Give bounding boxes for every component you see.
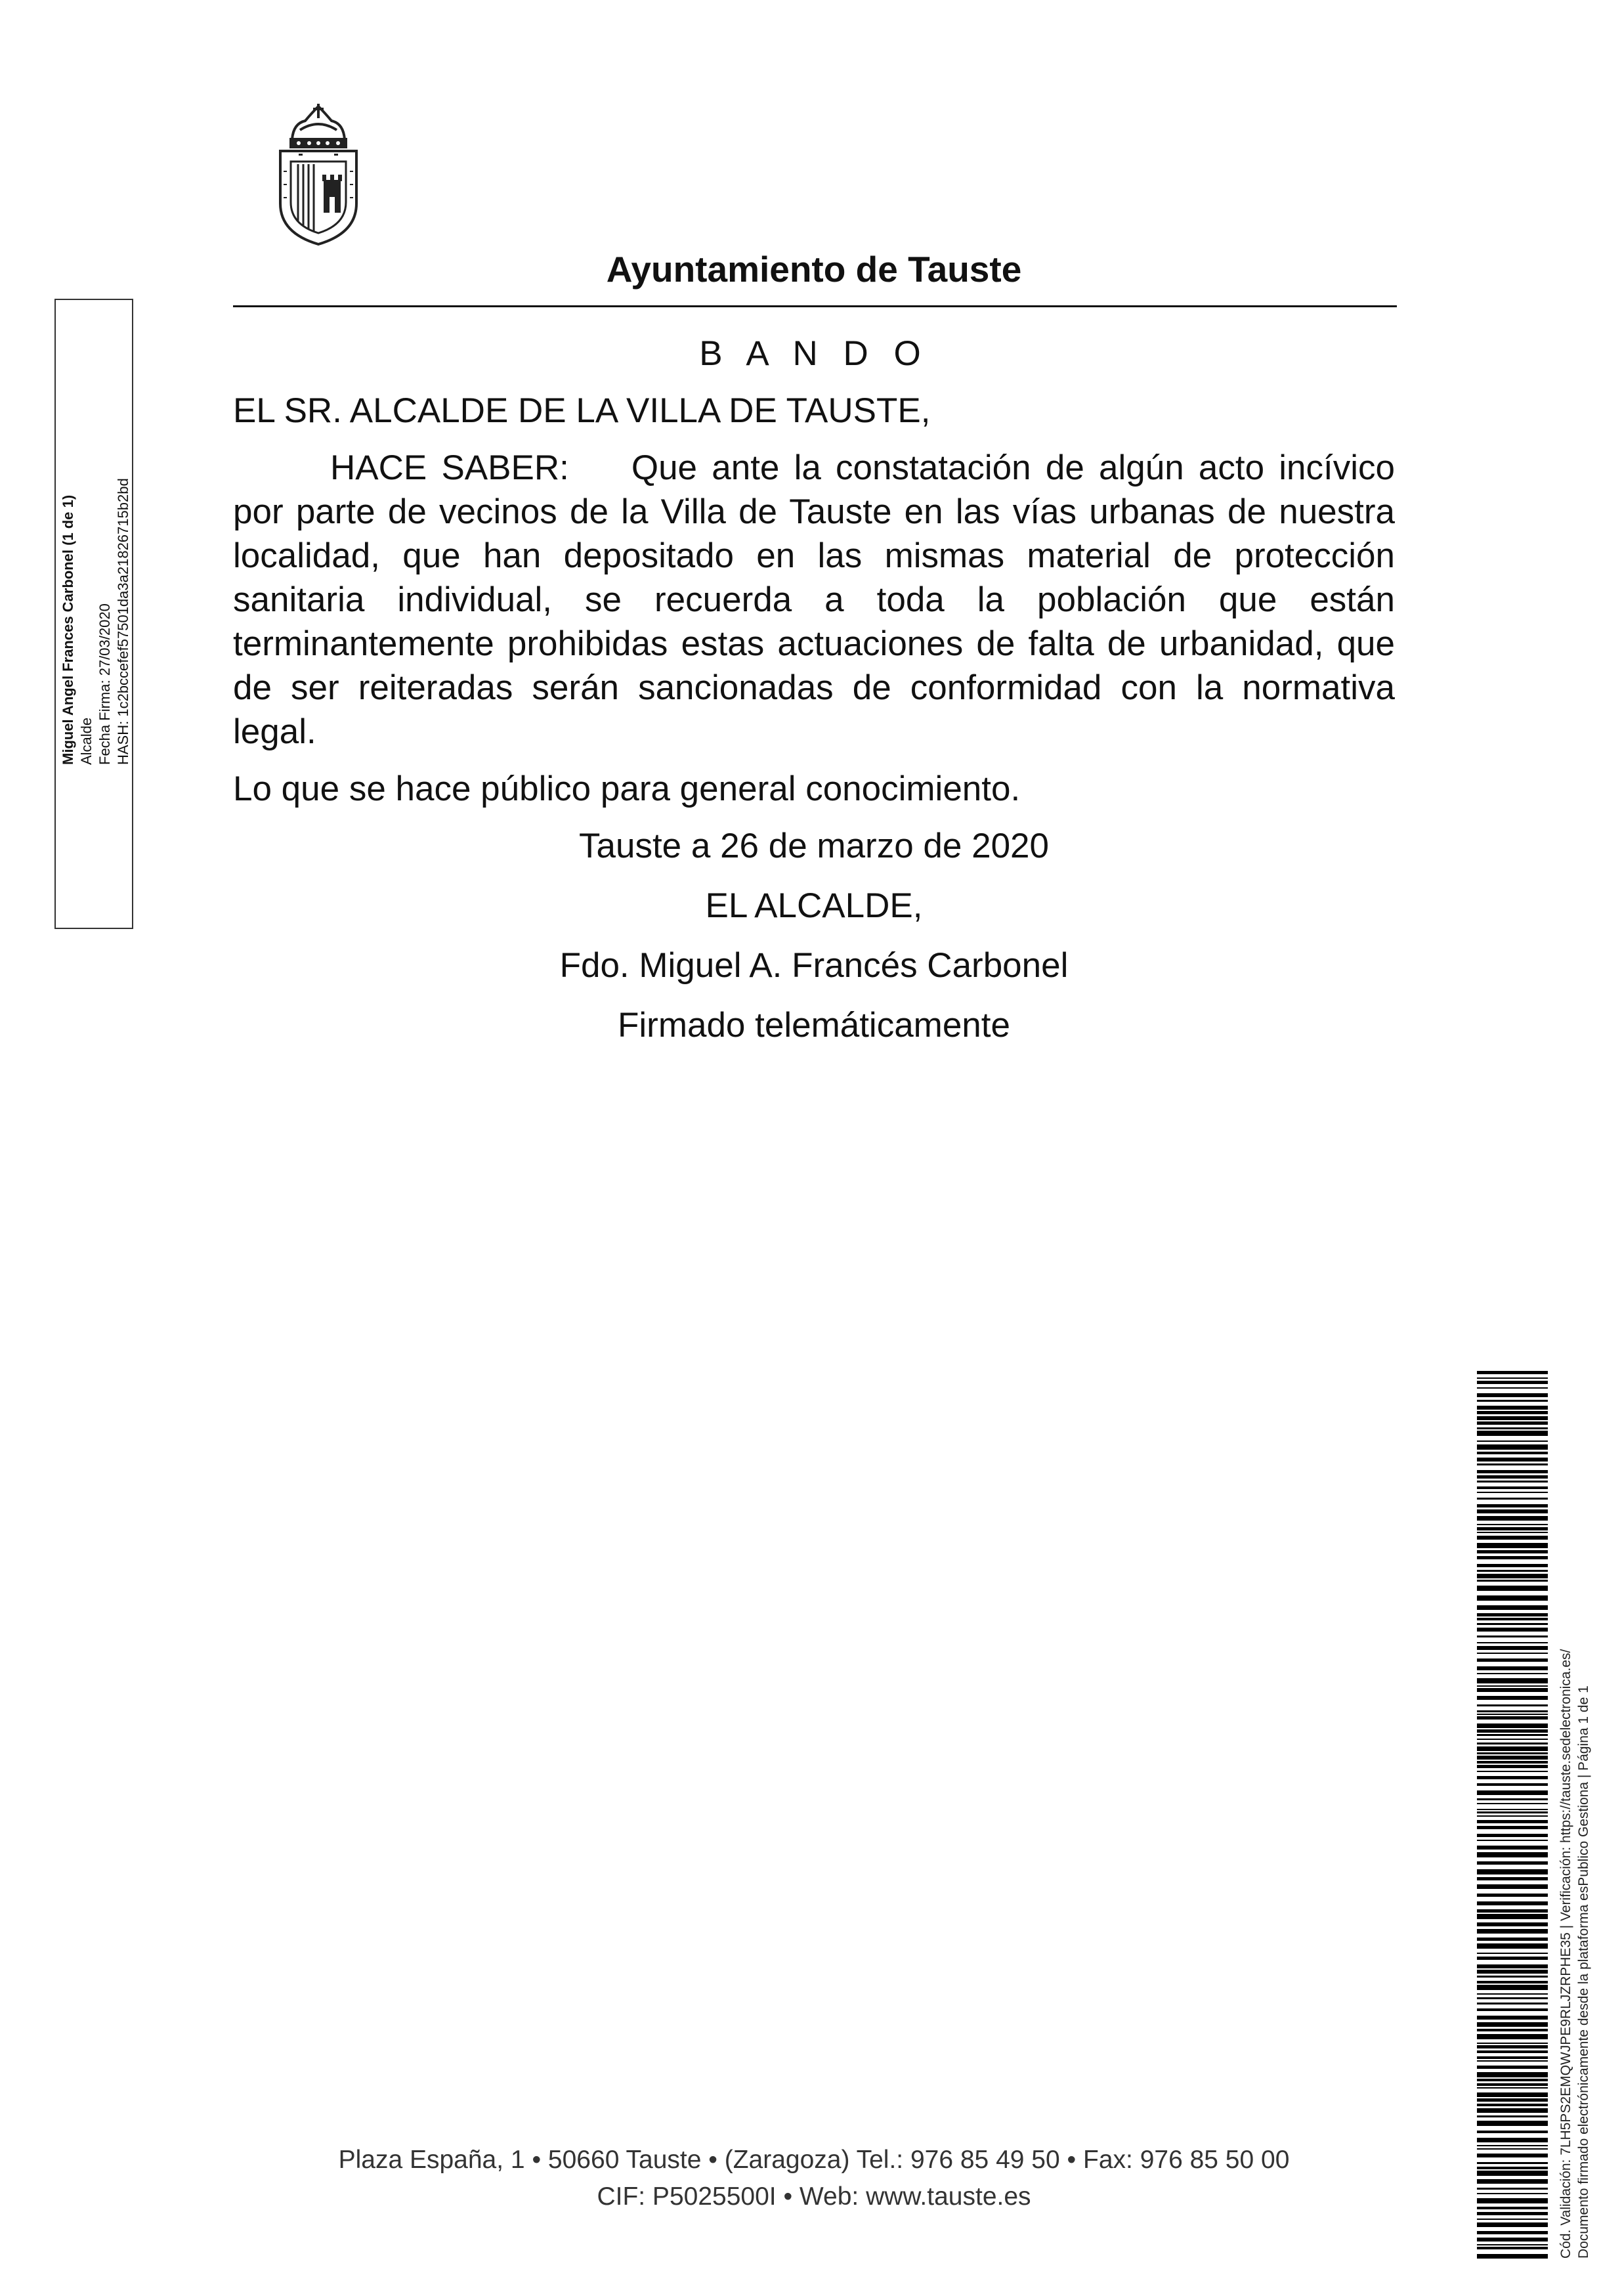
footer-address: Plaza España, 1 • 50660 Tauste • (Zaragoza) Tel.: 976 85 49 50 • Fax: 976 85 50 00	[338, 2146, 1290, 2174]
intro-phrase: HACE SABER:	[330, 448, 569, 487]
signature-stamp	[59, 478, 133, 765]
addressee-line: EL SR. ALCALDE DE LA VILLA DE TAUSTE,	[233, 391, 931, 430]
stamp-signer-role: Alcalde	[78, 717, 95, 765]
signer-role: EL ALCALDE,	[705, 886, 923, 925]
stamp-signer-name: Miguel Angel Frances Carbonel (1 de 1)	[60, 494, 76, 765]
header-divider	[233, 305, 1397, 307]
closing-line: Lo que se hace público para general conocimiento.	[233, 769, 1021, 808]
stamp-hash: HASH: 1c2bccefef57501da3a21826715b2bd	[115, 478, 131, 765]
validation-line-2: Documento firmado electrónicamente desde la plataforma esPublico Gestiona | Página 1 de 1	[1576, 1685, 1591, 2259]
validation-info	[1557, 1444, 1592, 2259]
barcode-icon	[1477, 1371, 1548, 2261]
document-body	[233, 332, 1395, 1063]
page-footer	[233, 2142, 1395, 2215]
document-title: B A N D O	[699, 334, 929, 373]
validation-line-1: Cód. Validación: 7LH5PS2EMQWJPE9RLJZRPHE35 | Verificación: https://tauste.sedelectronica.es/	[1558, 1649, 1573, 2259]
footer-cif-web: CIF: P5025500I • Web: www.tauste.es	[597, 2182, 1031, 2211]
stamp-signature-date: Fecha Firma: 27/03/2020	[96, 603, 113, 765]
main-paragraph	[233, 446, 1395, 754]
signer-name: Fdo. Miguel A. Francés Carbonel	[559, 946, 1069, 985]
signature-note: Firmado telemáticamente	[618, 1006, 1010, 1045]
place-date: Tauste a 26 de marzo de 2020	[579, 827, 1049, 865]
main-paragraph-text: Que ante la constatación de algún acto incívico por parte de vecinos de la Villa de Tauste en las vías urbanas de nuestra localidad, que han depositado en las mismas material de protección sanitaria individual, se recuerda a toda la población que están terminantemente prohibidas estas actuaciones de falta de urbanidad, que de ser reiteradas serán sancionadas de conformidad con la normativa legal.	[233, 448, 1395, 751]
coat-of-arms-icon	[266, 98, 371, 249]
organization-title: Ayuntamiento de Tauste	[606, 249, 1022, 290]
